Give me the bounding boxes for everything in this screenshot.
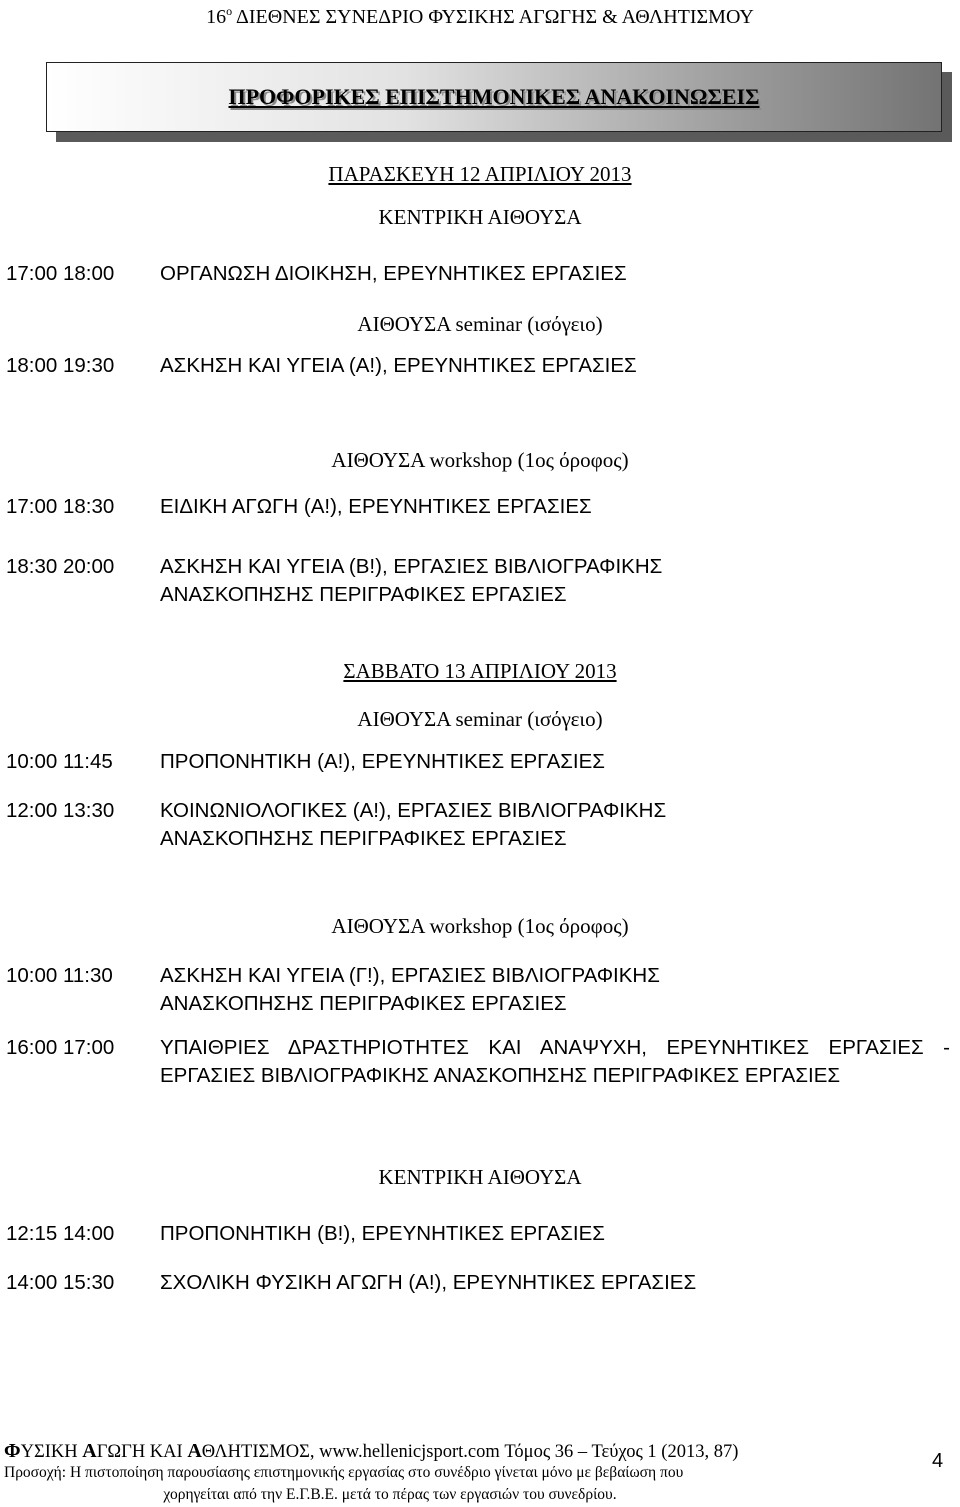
journal-footer bbox=[4, 1440, 738, 1463]
day1-room-seminar: ΑΙΘΟΥΣΑ seminar (ισόγειο) bbox=[357, 312, 603, 336]
session-time: 10:00 11:45 bbox=[6, 750, 113, 773]
session-time: 16:00 17:00 bbox=[6, 1036, 115, 1059]
running-header bbox=[0, 0, 960, 28]
session-time: 14:00 15:30 bbox=[6, 1271, 115, 1294]
day1-room-workshop: ΑΙΘΟΥΣΑ workshop (1ος όροφος) bbox=[331, 448, 629, 472]
session-title: ΑΣΚΗΣΗ ΚΑΙ ΥΓΕΙΑ (Α!), ΕΡΕΥΝΗΤΙΚΕΣ ΕΡΓΑΣΙΕΣ bbox=[160, 354, 637, 377]
header-number: 16 bbox=[206, 6, 227, 28]
footer-letter: Α bbox=[82, 1440, 97, 1462]
footer-text: ΘΛΗΤΙΣΜΟΣ, www.hellenicjsport.com Τόμος 36 – Τεύχος 1 (2013, 87) bbox=[201, 1442, 739, 1462]
footer-letter: Φ bbox=[4, 1440, 21, 1462]
session-title: ΑΣΚΗΣΗ ΚΑΙ ΥΓΕΙΑ (Γ!), ΕΡΓΑΣΙΕΣ ΒΙΒΛΙΟΓΡΑΦΙΚΗΣ ΑΝΑΣΚΟΠΗΣΗΣ ΠΕΡΙΓΡΑΦΙΚΕΣ ΕΡΓΑΣΙΕΣ bbox=[160, 964, 660, 1015]
session-row bbox=[6, 797, 950, 853]
session-title: ΠΡΟΠΟΝΗΤΙΚΗ (Α!), ΕΡΕΥΝΗΤΙΚΕΣ ΕΡΓΑΣΙΕΣ bbox=[160, 750, 605, 773]
day1-date: ΠΑΡΑΣΚΕΥΗ 12 ΑΠΡΙΛΙΟΥ 2013 bbox=[328, 162, 632, 186]
header-superscript: ο bbox=[226, 4, 233, 18]
section-banner bbox=[46, 62, 942, 132]
session-title: ΚΟΙΝΩΝΙΟΛΟΓΙΚΕΣ (Α!), ΕΡΓΑΣΙΕΣ ΒΙΒΛΙΟΓΡΑΦΙΚΗΣ ΑΝΑΣΚΟΠΗΣΗΣ ΠΕΡΙΓΡΑΦΙΚΕΣ ΕΡΓΑΣΙΕΣ bbox=[160, 799, 667, 850]
header-title: ΔΙΕΘΝΕΣ ΣΥΝΕΔΡΙΟ ΦΥΣΙΚΗΣ ΑΓΩΓΗΣ & ΑΘΛΗΤΙΣΜΟΥ bbox=[232, 6, 754, 28]
day2-date: ΣΑΒΒΑΤΟ 13 ΑΠΡΙΛΙΟΥ 2013 bbox=[343, 659, 617, 683]
footer-text: ΓΩΓΗ ΚΑΙ bbox=[96, 1442, 188, 1462]
session-row bbox=[6, 1220, 950, 1248]
session-time: 12:15 14:00 bbox=[6, 1222, 115, 1245]
session-row bbox=[6, 748, 950, 776]
footer-notice: Προσοχή: Η πιστοποίηση παρουσίασης επιστημονικής εργασίας στο συνέδριο γίνεται μόνο με βεβαίωση που bbox=[4, 1464, 684, 1481]
footer-notice: χορηγείται από την Ε.Γ.Β.Ε. μετά το πέρας των εργασιών του συνεδρίου. bbox=[163, 1486, 617, 1503]
session-time: 17:00 18:30 bbox=[6, 495, 115, 518]
footer-text: ΥΣΙΚΗ bbox=[20, 1442, 83, 1462]
session-row bbox=[6, 493, 950, 521]
session-time: 18:30 20:00 bbox=[6, 555, 115, 578]
session-row bbox=[6, 352, 950, 380]
session-time: 12:00 13:30 bbox=[6, 799, 115, 822]
session-row bbox=[6, 1034, 950, 1090]
day2-room-seminar: ΑΙΘΟΥΣΑ seminar (ισόγειο) bbox=[357, 707, 603, 731]
day1-room-central: ΚΕΝΤΡΙΚΗ ΑΙΘΟΥΣΑ bbox=[378, 205, 582, 229]
day2-room-workshop: ΑΙΘΟΥΣΑ workshop (1ος όροφος) bbox=[331, 914, 629, 938]
session-time: 10:00 11:30 bbox=[6, 964, 113, 987]
session-title: ΕΙΔΙΚΗ ΑΓΩΓΗ (Α!), ΕΡΕΥΝΗΤΙΚΕΣ ΕΡΓΑΣΙΕΣ bbox=[160, 495, 592, 518]
session-row bbox=[6, 1269, 950, 1297]
footer-letter: Α bbox=[187, 1440, 202, 1462]
session-row bbox=[6, 553, 950, 609]
session-time: 18:00 19:30 bbox=[6, 354, 115, 377]
session-title: ΥΠΑΙΘΡΙΕΣ ΔΡΑΣΤΗΡΙΟΤΗΤΕΣ ΚΑΙ ΑΝΑΨΥΧΗ, ΕΡΕΥΝΗΤΙΚΕΣ ΕΡΓΑΣΙΕΣ - ΕΡΓΑΣΙΕΣ ΒΙΒΛΙΟΓΡΑΦΙΚΗΣ ΑΝΑΣΚΟΠΗΣΗΣ ΠΕΡΙΓΡΑΦΙΚΕΣ ΕΡΓΑΣΙΕΣ bbox=[160, 1036, 950, 1087]
page-number: 4 bbox=[932, 1450, 944, 1472]
session-title: ΑΣΚΗΣΗ ΚΑΙ ΥΓΕΙΑ (Β!), ΕΡΓΑΣΙΕΣ ΒΙΒΛΙΟΓΡΑΦΙΚΗΣ ΑΝΑΣΚΟΠΗΣΗΣ ΠΕΡΙΓΡΑΦΙΚΕΣ ΕΡΓΑΣΙΕΣ bbox=[160, 555, 663, 606]
banner-title: ΠΡΟΦΟΡΙΚΕΣ ΕΠΙΣΤΗΜΟΝΙΚΕΣ ΑΝΑΚΟΙΝΩΣΕΙΣ bbox=[228, 84, 760, 109]
session-row bbox=[6, 962, 950, 1018]
session-title: ΟΡΓΑΝΩΣΗ ΔΙΟΙΚΗΣΗ, ΕΡΕΥΝΗΤΙΚΕΣ ΕΡΓΑΣΙΕΣ bbox=[160, 262, 627, 285]
day2-room-central: ΚΕΝΤΡΙΚΗ ΑΙΘΟΥΣΑ bbox=[378, 1165, 582, 1189]
session-title: ΣΧΟΛΙΚΗ ΦΥΣΙΚΗ ΑΓΩΓΗ (Α!), ΕΡΕΥΝΗΤΙΚΕΣ ΕΡΓΑΣΙΕΣ bbox=[160, 1271, 697, 1294]
session-time: 17:00 18:00 bbox=[6, 262, 115, 285]
session-row bbox=[6, 260, 950, 288]
session-title: ΠΡΟΠΟΝΗΤΙΚΗ (Β!), ΕΡΕΥΝΗΤΙΚΕΣ ΕΡΓΑΣΙΕΣ bbox=[160, 1222, 605, 1245]
